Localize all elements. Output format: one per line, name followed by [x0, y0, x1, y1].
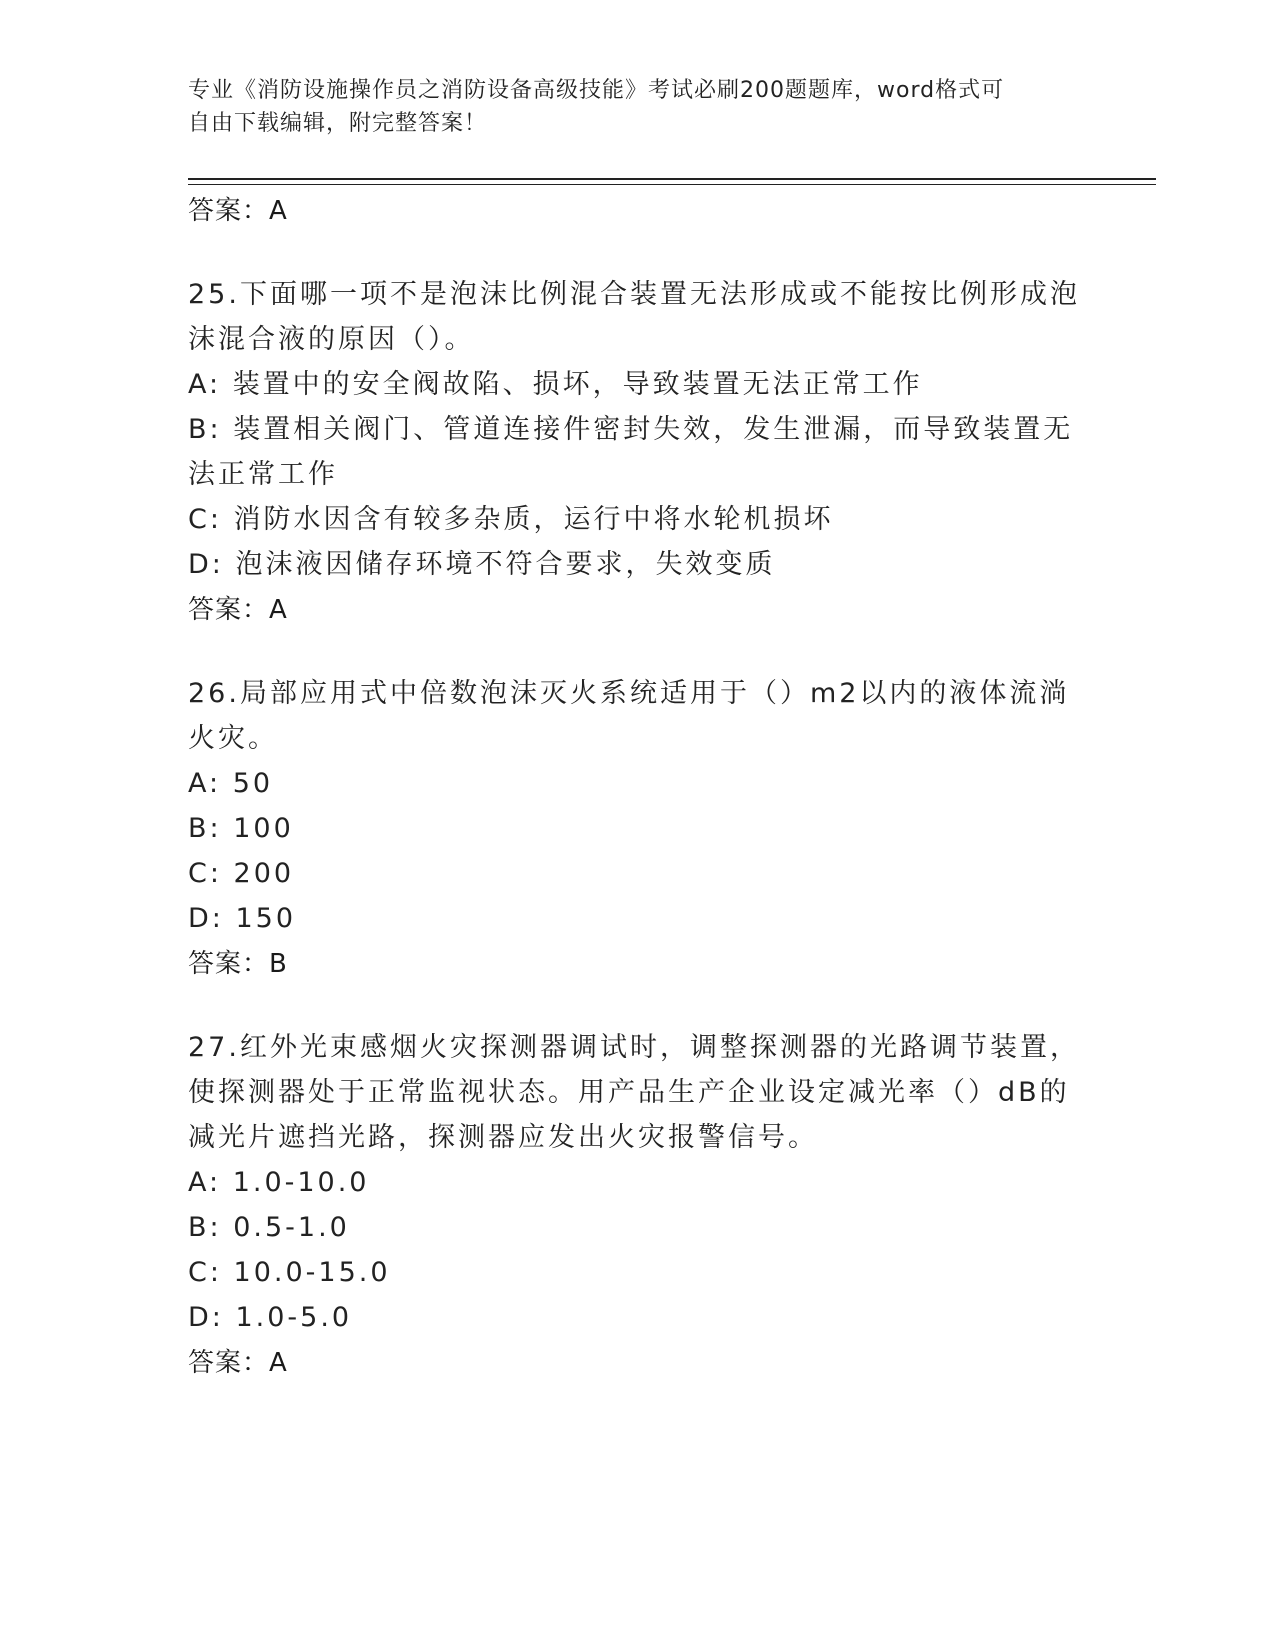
option-letter: D:	[188, 903, 224, 934]
option-a	[188, 362, 1088, 407]
document-header	[188, 74, 1068, 140]
answer-line: 答案：A	[188, 196, 288, 226]
option-letter: C:	[188, 1257, 222, 1288]
header-divider-thin	[188, 184, 1156, 185]
option-text: 10.0-15.0	[233, 1257, 391, 1288]
option-a	[188, 761, 1088, 806]
option-text: 100	[233, 813, 294, 844]
option-b	[188, 806, 1088, 851]
answer-line: 答案：B	[188, 949, 288, 979]
option-c	[188, 1250, 1088, 1295]
answer-line: 答案：A	[188, 1348, 288, 1378]
option-text: 1.0-10.0	[232, 1167, 370, 1198]
option-text: 150	[235, 903, 297, 934]
option-text: 50	[232, 768, 274, 799]
option-text: 装置中的安全阀故陷、损坏，导致装置无法正常工作	[232, 369, 923, 400]
question-text: 26.局部应用式中倍数泡沫灭火系统适用于（）m2以内的液体流淌火灾。	[188, 678, 1070, 754]
question-27	[188, 1025, 1088, 1386]
option-text: 1.0-5.0	[235, 1302, 353, 1333]
option-letter: D:	[188, 1302, 224, 1333]
option-a	[188, 1160, 1088, 1205]
header-title-line2: 自由下载编辑，附完整答案！	[188, 111, 488, 136]
option-letter: B:	[188, 414, 222, 445]
option-c	[188, 851, 1088, 896]
answer-line: 答案：A	[188, 595, 288, 625]
option-b	[188, 407, 1088, 497]
option-d	[188, 1295, 1088, 1340]
header-divider-thick	[188, 178, 1156, 180]
question-26	[188, 671, 1088, 987]
option-letter: B:	[188, 813, 222, 844]
option-letter: B:	[188, 1212, 222, 1243]
option-letter: D:	[188, 549, 224, 580]
question-text: 25.下面哪一项不是泡沫比例混合装置无法形成或不能按比例形成泡沫混合液的原因（）。	[188, 279, 1080, 355]
option-b	[188, 1205, 1088, 1250]
option-text: 200	[233, 858, 295, 889]
option-text: 消防水因含有较多杂质，运行中将水轮机损坏	[233, 504, 834, 535]
option-letter: A:	[188, 369, 222, 400]
question-25	[188, 272, 1088, 633]
option-d	[188, 542, 1088, 587]
option-letter: A:	[188, 1167, 222, 1198]
option-letter: C:	[188, 858, 222, 889]
option-c	[188, 497, 1088, 542]
option-letter: C:	[188, 504, 222, 535]
option-text: 0.5-1.0	[233, 1212, 350, 1243]
option-text: 泡沫液因储存环境不符合要求，失效变质	[235, 549, 776, 580]
document-body	[188, 188, 1088, 1386]
option-letter: A:	[188, 768, 222, 799]
header-title-line1: 专业《消防设施操作员之消防设备高级技能》考试必刷200题题库，word格式可	[188, 78, 1005, 103]
option-text: 装置相关阀门、管道连接件密封失效，发生泄漏，而导致装置无法正常工作	[188, 414, 1074, 490]
option-d	[188, 896, 1088, 941]
question-text: 27.红外光束感烟火灾探测器调试时，调整探测器的光路调节装置，使探测器处于正常监视状态。用产品生产企业设定减光率（）dB的减光片遮挡光路，探测器应发出火灾报警信号。	[188, 1032, 1080, 1153]
